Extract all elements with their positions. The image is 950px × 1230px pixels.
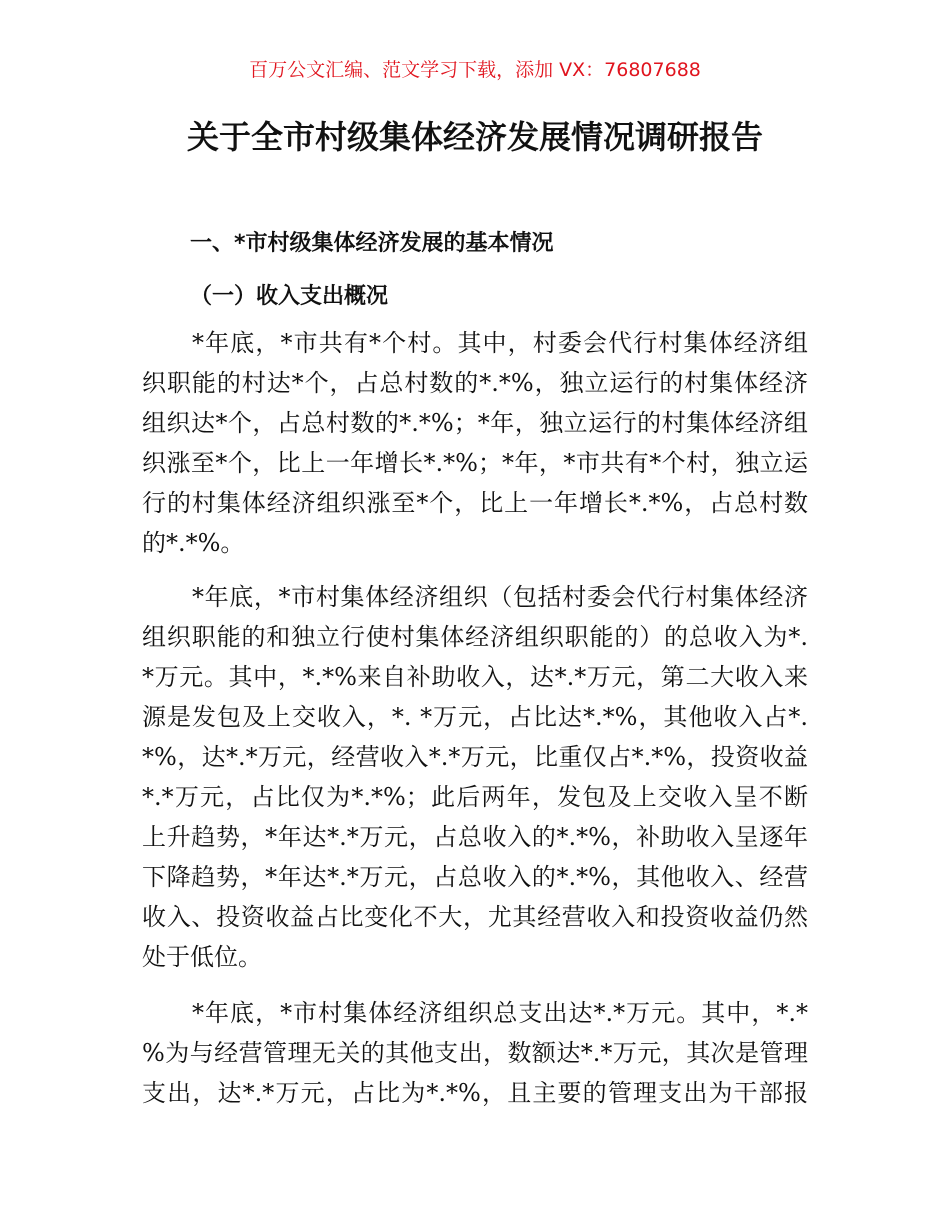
- header-banner: 百万公文汇编、范文学习下载，添加 VX：76807688: [249, 59, 701, 81]
- paragraph-line: *万元。其中，*.*%来自补助收入，达*.*万元，第二大收入来: [142, 663, 808, 691]
- paragraph-line: 上升趋势，*年达*.*万元，占总收入的*.*%，补助收入呈逐年: [142, 823, 808, 851]
- paragraph-line: *年底，*市共有*个村。其中，村委会代行村集体经济组: [192, 329, 808, 357]
- paragraph-line: 组织达*个，占总村数的*.*%；*年，独立运行的村集体经济组: [142, 409, 808, 437]
- paragraph-line: *.*万元，占比仅为*.*%；此后两年，发包及上交收入呈不断: [142, 783, 808, 811]
- paragraph-line: 织职能的村达*个，占总村数的*.*%，独立运行的村集体经济: [142, 369, 808, 397]
- paragraph-line: 组织职能的和独立行使村集体经济组织职能的）的总收入为*.: [142, 623, 808, 651]
- paragraph-line: 处于低位。: [142, 943, 262, 971]
- paragraph-line: 的*.*%。: [142, 529, 245, 557]
- paragraph-line: *年底，*市村集体经济组织总支出达*.*万元。其中，*.*: [192, 999, 808, 1027]
- document-title: 关于全市村级集体经济发展情况调研报告: [186, 118, 763, 156]
- paragraph-line: *%，达*.*万元，经营收入*.*万元，比重仅占*.*%，投资收益: [142, 743, 808, 771]
- paragraph-line: 织涨至*个，比上一年增长*.*%；*年，*市共有*个村，独立运: [142, 449, 808, 477]
- paragraph-line: 行的村集体经济组织涨至*个，比上一年增长*.*%，占总村数: [142, 489, 808, 517]
- paragraph-line: *年底，*市村集体经济组织（包括村委会代行村集体经济: [192, 583, 808, 611]
- paragraph-3: [142, 993, 808, 1113]
- paragraph-1: [142, 323, 808, 563]
- paragraph-line: %为与经营管理无关的其他支出，数额达*.*万元，其次是管理: [142, 1039, 808, 1067]
- paragraph-line: 支出，达*.*万元，占比为*.*%，且主要的管理支出为干部报: [142, 1079, 808, 1107]
- paragraph-line: 下降趋势，*年达*.*万元，占总收入的*.*%，其他收入、经营: [142, 863, 808, 891]
- paragraph-line: 源是发包及上交收入，*. *万元，占比达*.*%，其他收入占*.: [142, 703, 808, 731]
- section-heading: 一、*市村级集体经济发展的基本情况: [190, 231, 554, 256]
- subsection-heading: （一）收入支出概况: [190, 284, 389, 309]
- paragraph-2: [142, 577, 808, 977]
- paragraph-line: 收入、投资收益占比变化不大，尤其经营收入和投资收益仍然: [142, 903, 808, 931]
